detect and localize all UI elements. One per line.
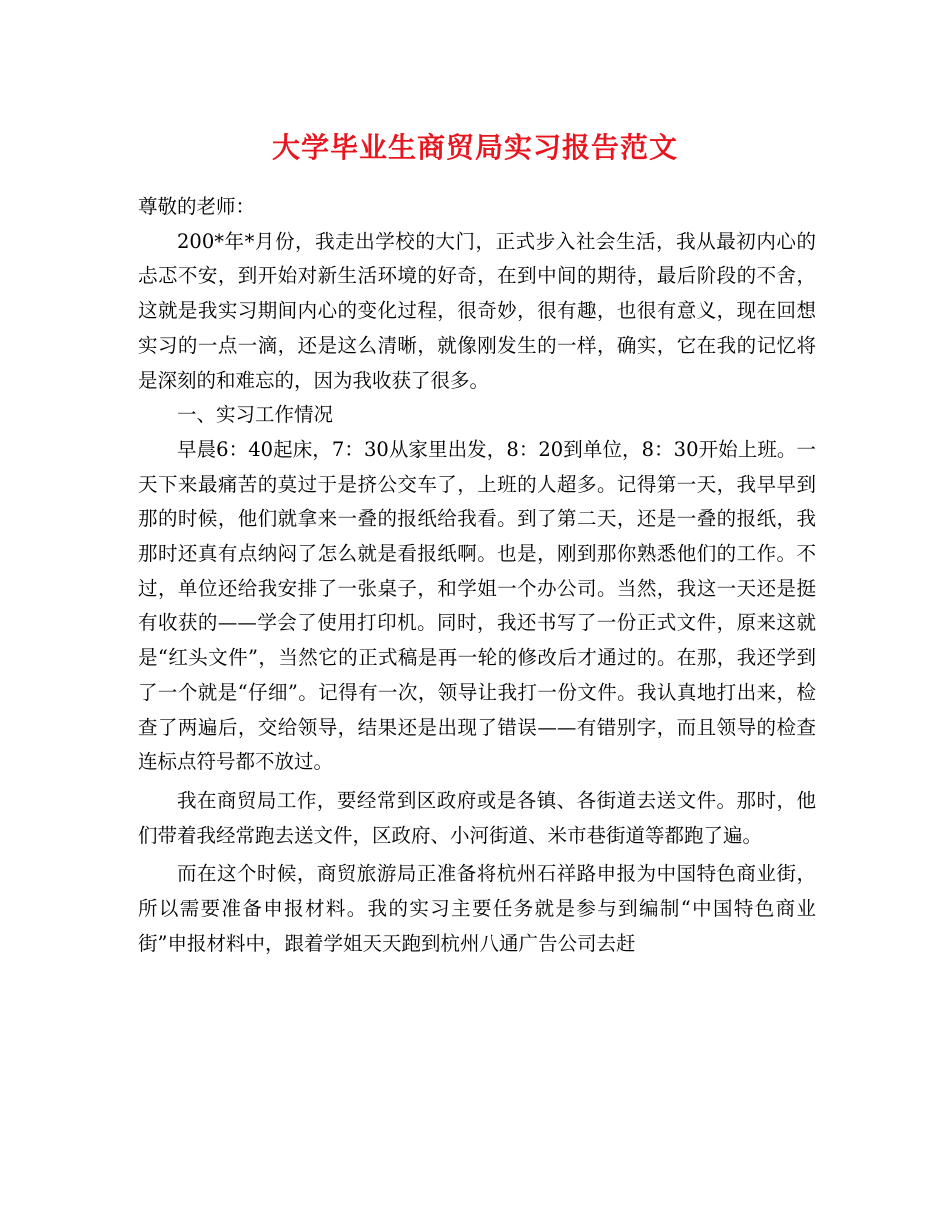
salutation: 尊敬的老师： (138, 195, 256, 218)
document-title: 大学毕业生商贸局实习报告范文 (271, 131, 678, 164)
document-body (138, 190, 816, 961)
paragraph-commercial-street: 而在这个时候，商贸旅游局正准备将杭州石祥路申报为中国特色商业街，所以需要准备申报材料。我的实习主要任务就是参与到编制“中国特色商业街”申报材料中，跟着学姐天天跑到杭州八通广告公司去赶 (138, 862, 816, 955)
section-heading: 一、实习工作情况 (177, 403, 334, 427)
paragraph-intro: 200*年*月份，我走出学校的大门，正式步入社会生活，我从最初内心的忐忑不安，到开始对新生活环境的好奇，在到中间的期待，最后阶段的不舍，这就是我实习期间内心的变化过程，很奇妙，很有趣，也很有意义，现在回想实习的一点一滴，还是这么清晰，就像刚发生的一样，确实，它在我的记忆将是深刻的和难忘的，因为我收获了很多。 (138, 229, 816, 392)
paragraph-daily-work: 早晨6：40起床，7：30从家里出发，8：20到单位，8：30开始上班。一天下来最痛苦的莫过于是挤公交车了，上班的人超多。记得第一天，我早早到那的时候，他们就拿来一叠的报纸给我看。到了第二天，还是一叠的报纸，我那时还真有点纳闷了怎么就是看报纸啊。也是，刚到那你熟悉他们的工作。不过，单位还给我安排了一张桌子，和学姐一个办公司。当然，我这一天还是挺有收获的——学会了使用打印机。同时，我还书写了一份正式文件，原来这就是“红头文件”，当然它的正式稿是再一轮的修改后才通过的。在那，我还学到了一个就是“仔细”。记得有一次，领导让我打一份文件。我认真地打出来，检查了两遍后，交给领导，结果还是出现了错误——有错别字，而且领导的检查连标点符号都不放过。 (138, 437, 816, 774)
paragraph-delivering-documents: 我在商贸局工作，要经常到区政府或是各镇、各街道去送文件。那时，他们带着我经常跑去送文件，区政府、小河街道、米市巷街道等都跑了遍。 (138, 788, 816, 847)
